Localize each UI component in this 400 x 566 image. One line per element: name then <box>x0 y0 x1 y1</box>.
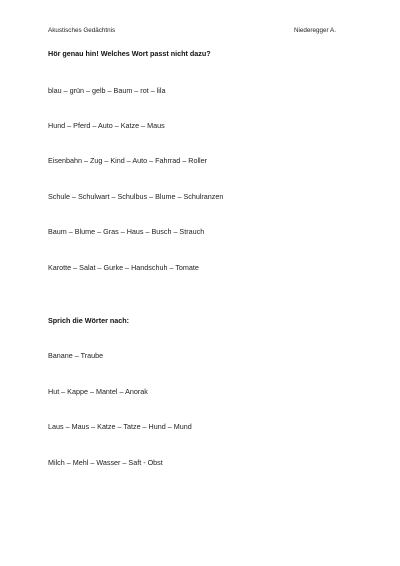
word-row: Hut – Kappe – Mantel – Anorak <box>48 387 148 396</box>
word-row: Laus – Maus – Katze – Tatze – Hund – Mund <box>48 422 192 431</box>
word-row: Banane – Traube <box>48 351 104 360</box>
word-row: blau – grün – gelb – Baum – rot – lila <box>48 86 166 95</box>
section2-heading: Sprich die Wörter nach: <box>48 316 130 325</box>
word-row: Hund – Pferd – Auto – Katze – Maus <box>48 121 165 130</box>
word-row: Schule – Schulwart – Schulbus – Blume – Schulranzen <box>48 192 224 201</box>
word-row: Eisenbahn – Zug – Kind – Auto – Fahrrad – Roller <box>48 156 208 165</box>
word-row: Baum – Blume – Gras – Haus – Busch – Strauch <box>48 227 205 236</box>
header-author: Niederegger A. <box>293 27 336 34</box>
header-title: Akustisches Gedächtnis <box>48 27 116 34</box>
section1-heading: Hör genau hin! Welches Wort passt nicht dazu? <box>48 49 211 58</box>
word-row: Milch – Mehl – Wasser – Saft - Obst <box>48 458 163 467</box>
word-row: Karotte – Salat – Gurke – Handschuh – Tomate <box>48 263 199 272</box>
